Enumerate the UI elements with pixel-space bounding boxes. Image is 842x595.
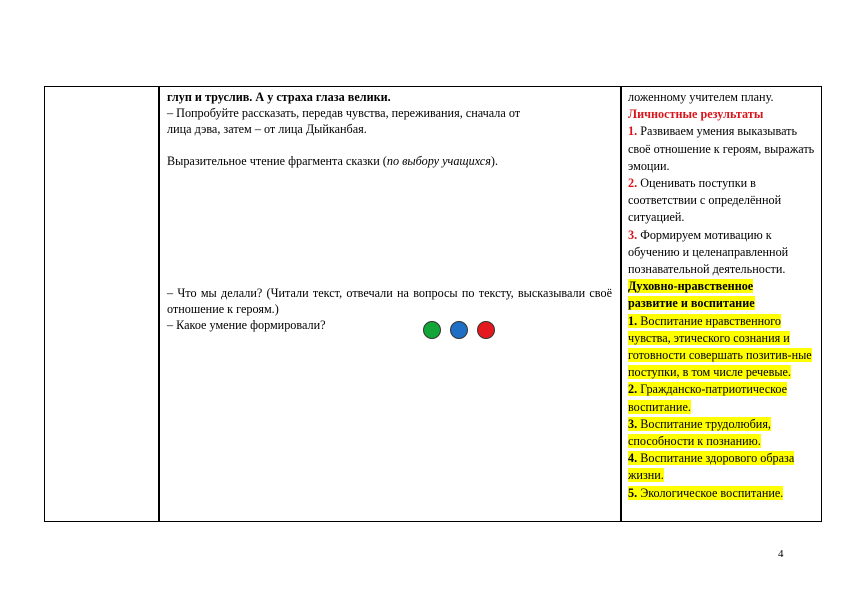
question-text: – Что мы делали? (Читали текст, отвечали на вопросы по тексту, высказывали своё отношение к героям.) <box>167 286 612 316</box>
reading-instruction: Выразительное чтение фрагмента сказки (по выбору учащихся). <box>167 154 498 168</box>
list-item: 3. Формируем мотивацию к обучению и целенаправленной познавательной деятельности. <box>628 227 789 277</box>
red-circle-icon <box>477 321 495 339</box>
lesson-table <box>44 86 822 522</box>
text-line: глуп и труслив. А у страха глаза велики. <box>167 90 391 104</box>
table-column-activity <box>160 87 622 521</box>
list-item: 1. Воспитание нравственного чувства, этического сознания и готовности совершать позитив-ные поступки, в том числе речевые. <box>628 313 812 380</box>
spiritual-list <box>628 313 817 502</box>
text-line: – Попробуйте рассказать, передав чувства, переживания, сначала от <box>167 106 521 120</box>
list-item: 2. Оценивать поступки в соответствии с определённой ситуацией. <box>628 176 782 225</box>
green-circle-icon <box>423 321 441 339</box>
list-item: 3. Воспитание трудолюбия, способности к познанию. <box>628 416 771 449</box>
table-column-results <box>622 87 821 521</box>
list-item: 4. Воспитание здорового образа жизни. <box>628 451 795 483</box>
personal-results-title: Личностные результаты <box>628 107 764 122</box>
page-number: 4 <box>778 548 784 560</box>
spiritual-title: Духовно-нравственное развитие и воспитание <box>628 279 755 311</box>
list-item: 2. Гражданско-патриотическое воспитание. <box>628 382 788 414</box>
question-text: – Какое умение формировали? <box>167 318 326 332</box>
list-item: 1. Развиваем умения выказывать своё отношение к героям, выражать эмоции. <box>628 124 815 173</box>
text-line: лица дэва, затем – от лица Дыйканбая. <box>167 122 367 136</box>
text-line: ложенному учителем плану. <box>628 90 774 104</box>
personal-results-list <box>628 123 817 278</box>
blue-circle-icon <box>450 321 468 339</box>
list-item: 5. Экологическое воспитание. <box>628 485 784 500</box>
color-circles <box>423 321 495 339</box>
table-column-empty <box>45 87 160 521</box>
